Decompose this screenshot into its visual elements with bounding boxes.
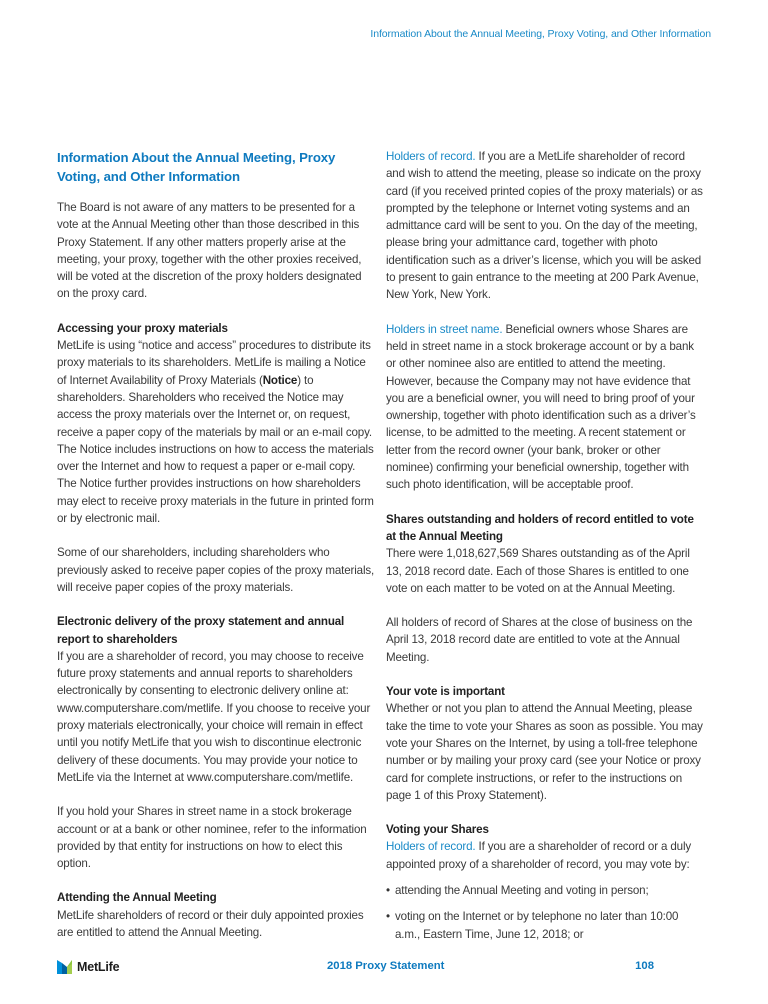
section-heading-attending: Attending the Annual Meeting	[57, 891, 217, 905]
holders-street-name-text: Beneficial owners whose Shares are held in street name in a stock brokerage account or by a bank or other nominee also are entitled to attend the meeting. However, because the Company may not have evidence that you are a beneficial owner, you will need to bring proof of your ownership, together with photo identification such as a driver’s license, to be admitted to the meeting. A recent statement or letter from the record owner (your bank, broker or other nominee) confirming your beneficial ownership, together with such photo identification, will be acceptable proof.	[386, 322, 696, 492]
record-holders-paragraph: All holders of record of Shares at the close of business on the April 13, 2018 record date are entitled to vote at the Annual Meeting.	[386, 616, 693, 664]
holders-of-record-paragraph	[386, 148, 704, 304]
right-column	[386, 148, 704, 952]
page-title: Information About the Annual Meeting, Proxy Voting, and Other Information	[57, 150, 336, 184]
metlife-logo	[57, 960, 119, 974]
voting-holders-lead: Holders of record.	[386, 840, 476, 854]
logo-text: MetLife	[77, 960, 120, 974]
voting-holders-text: If you are a shareholder of record or a duly appointed proxy of a shareholder of record, you may vote by:	[386, 840, 692, 871]
attending-paragraph: MetLife shareholders of record or their duly appointed proxies are entitled to attend the Annual Meeting.	[57, 908, 364, 939]
holders-street-name-lead: Holders in street name.	[386, 322, 503, 336]
running-header: Information About the Annual Meeting, Proxy Voting, and Other Information	[370, 28, 711, 40]
section-heading-shares-outstanding: Shares outstanding and holders of record entitled to vote at the Annual Meeting	[386, 512, 694, 543]
page-footer	[57, 960, 711, 976]
intro-paragraph: The Board is not aware of any matters to be presented for a vote at the Annual Meeting other than those described in this Proxy Statement. If any other matters properly arise at the meeting, your proxy, together with the other proxies received, will be voted at the discretion of the proxy holders designated on the proxy card.	[57, 201, 362, 301]
section-heading-accessing: Accessing your proxy materials	[57, 321, 228, 335]
list-item: • voting on the Internet or by telephone no later than 10:00 a.m., Eastern Time, June 12, 2018; or	[386, 908, 704, 943]
paper-copies-paragraph: Some of our shareholders, including shareholders who previously asked to receive paper copies of the proxy materials, will receive paper copies of the proxy materials.	[57, 546, 375, 594]
section-heading-electronic-delivery: Electronic delivery of the proxy statement and annual report to shareholders	[57, 615, 345, 646]
accessing-text-before: MetLife is using “notice and access” procedures to distribute its proxy materials to its shareholders. MetLife is mailing a Notice of Internet Availability of Proxy Materials (	[57, 339, 371, 387]
shares-outstanding-paragraph: There were 1,018,627,569 Shares outstanding as of the April 13, 2018 record date. Each of those Shares is entitled to one vote on each matter to be voted on at the Annual Meeting.	[386, 547, 690, 595]
accessing-paragraph	[57, 337, 375, 527]
section-heading-your-vote: Your vote is important	[386, 685, 505, 699]
holders-of-record-text: If you are a MetLife shareholder of record and wish to attend the meeting, please so indicate on the proxy card (if you received printed copies of the proxy materials) or as prompted by the telephone or Internet voting systems and an admittance card will be sent to you. On the day of the meeting, please bring your admittance card, together with photo identification such as a driver’s license, which you will be asked to present to gain entrance to the meeting at 200 Park Avenue, New York, New York.	[386, 150, 703, 302]
list-item: • attending the Annual Meeting and voting in person;	[386, 882, 704, 899]
page-number: 108	[635, 960, 654, 972]
document-title: 2018 Proxy Statement	[327, 960, 445, 972]
accessing-text-after: ) to shareholders. Shareholders who received the Notice may access the proxy materials over the Internet or, on request, receive a paper copy of the materials by mail or an e-mail copy. The Notice includes instructions on how to access the materials over the Internet and how to request a paper or e-mail copy. The Notice further provides instructions on how shareholders may elect to receive proxy materials in the future in printed form or by electronic mail.	[57, 373, 374, 526]
street-name-election-paragraph: If you hold your Shares in street name in a stock brokerage account or at a bank or other nominee, refer to the information provided by that entity for instructions on how to elect this option.	[57, 805, 367, 871]
metlife-m-logo-icon	[57, 960, 72, 974]
section-heading-voting-shares: Voting your Shares	[386, 823, 489, 837]
notice-term: Notice	[262, 373, 298, 387]
holders-of-record-lead: Holders of record.	[386, 150, 476, 163]
electronic-delivery-paragraph: If you are a shareholder of record, you may choose to receive future proxy statements and annual reports to shareholders electronically by consenting to electronic delivery online at: www.computershare.com/metlife. If you choose to receive your proxy materials electronically, your choice will remain in effect until you notify MetLife that you wish to discontinue electronic delivery of these documents. You may provide your notice to MetLife via the Internet at www.computershare.com/metlife.	[57, 649, 371, 784]
left-column	[57, 148, 375, 958]
voting-holders-paragraph	[386, 838, 704, 873]
holders-street-name-paragraph	[386, 321, 704, 494]
voting-methods-list	[386, 882, 704, 943]
your-vote-paragraph: Whether or not you plan to attend the Annual Meeting, please take the time to vote your Shares as soon as possible. You may vote your Shares on the Internet, by using a toll-free telephone number or by mailing your proxy card (see your Notice or proxy card for complete instructions, or refer to the instructions on page 1 of this Proxy Statement).	[386, 702, 703, 802]
